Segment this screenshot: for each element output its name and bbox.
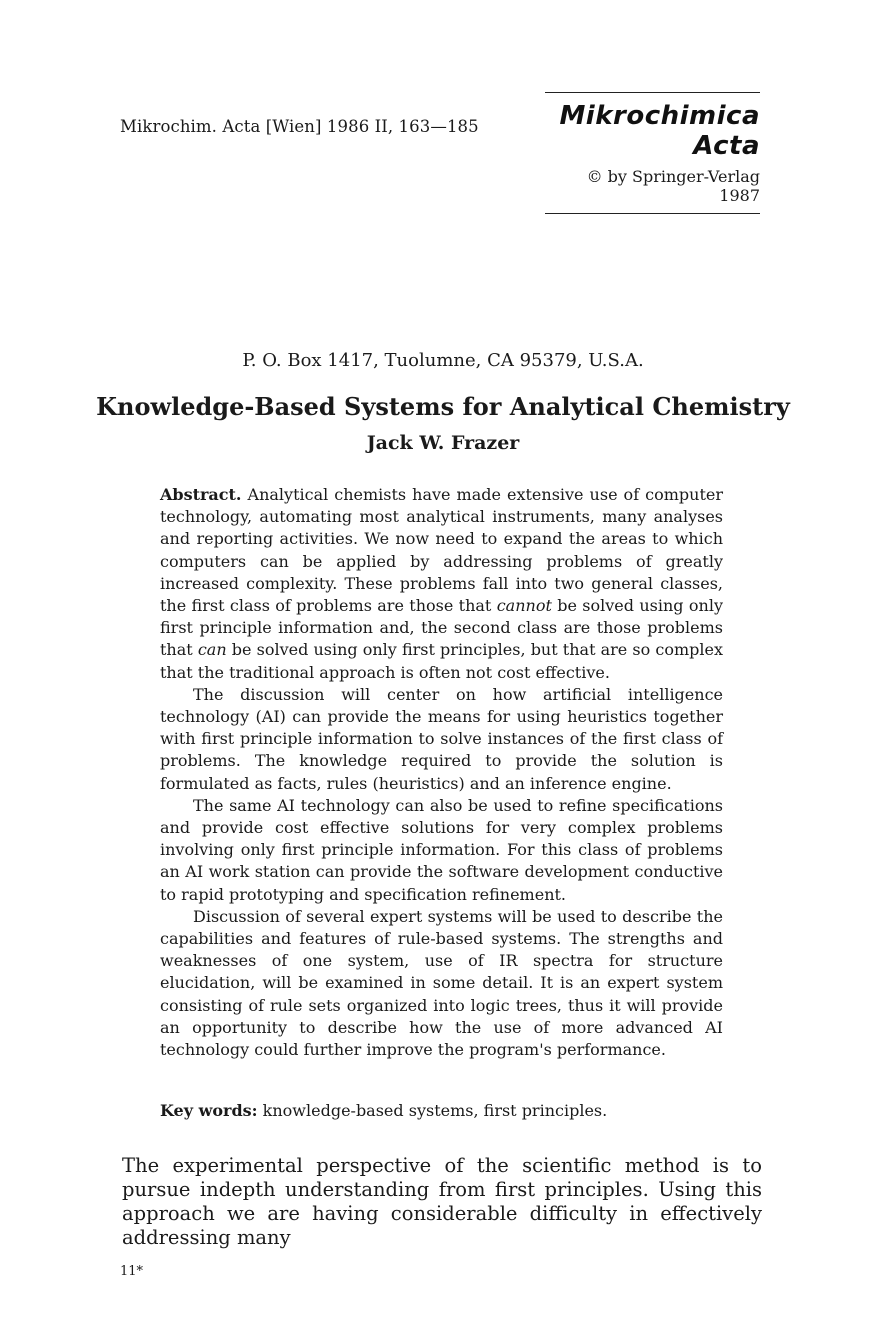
signature-mark: 11* — [120, 1264, 144, 1279]
abstract-paragraph-3: The same AI technology can also be used to refine specifications and provide cost effective solutions for very complex problems involving only first principle information. For this class of problems an AI work station can provide the software development conductive to rapid prototyping and specification refinement. — [160, 795, 723, 904]
abstract-emphasis: can — [197, 640, 227, 660]
abstract-text-part: be solved using only first principle information and, the second class are those problems that — [160, 596, 723, 660]
masthead-bottom-rule — [545, 213, 760, 214]
journal-masthead — [545, 92, 760, 214]
body-paragraph: The experimental perspective of the scientific method is to pursue indepth understanding from first principles. Using this approach we are having considerable difficulty in effectively addressing many — [122, 1154, 762, 1249]
author-name: Jack W. Frazer — [366, 432, 520, 454]
article-title: Knowledge-Based Systems for Analytical Chemistry — [96, 392, 790, 421]
abstract-text-part: be solved using only first principles, but that are so complex that the traditional approach is often not cost effective. — [160, 640, 723, 682]
abstract-paragraph-1 — [160, 484, 723, 684]
journal-citation: Mikrochim. Acta [Wien] 1986 II, 163—185 — [120, 117, 479, 136]
keywords-label: Key words: — [160, 1101, 258, 1120]
abstract-text-part: Analytical chemists have made extensive use of computer technology, automating most analytical instruments, many analyses and reporting activities. We now need to expand the areas to which computers can be applied by addressing problems of greatly increased complexity. These problems fall into two general classes, the first class of problems are those that — [160, 485, 723, 616]
keywords-text: knowledge-based systems, first principles. — [257, 1101, 608, 1120]
abstract-label: Abstract. — [160, 485, 242, 504]
masthead-top-rule — [545, 92, 760, 93]
abstract-paragraph-2: The discussion will center on how artificial intelligence technology (AI) can provide the means for using heuristics together with first principle information to solve instances of the first class of problems. The knowledge required to provide the solution is formulated as facts, rules (heuristics) and an inference engine. — [160, 684, 723, 793]
copyright-notice: © by Springer-Verlag 1987 — [586, 167, 760, 205]
abstract-emphasis: cannot — [496, 596, 552, 616]
abstract-paragraph-4: Discussion of several expert systems will be used to describe the capabilities and features of rule-based systems. The strengths and weaknesses of one system, use of IR spectra for structure elucidation, will be examined in some detail. It is an expert system consisting of rule sets organized into logic trees, thus it will provide an opportunity to describe how the use of more advanced AI technology could further improve the program's performance. — [160, 906, 723, 1060]
author-address: P. O. Box 1417, Tuolumne, CA 95379, U.S.A. — [242, 350, 644, 371]
journal-logo: Mikrochimica Acta — [559, 101, 760, 161]
abstract-block — [160, 484, 723, 1061]
keywords-line — [160, 1101, 723, 1120]
